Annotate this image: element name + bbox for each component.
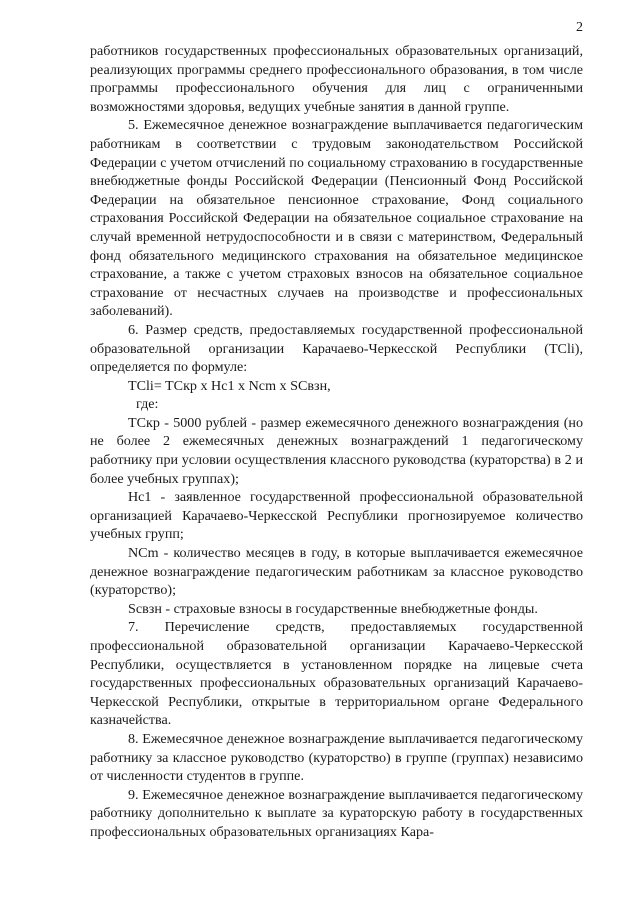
paragraph-continuation: работников государственных профессиональных образовательных организаций, реализующих программы среднего профессионального образования, в том числе программы профессионального обучения для лиц с ограниченными возможностями здоровья, ведущих учебные занятия в данной группе. (90, 43, 583, 115)
definition-ncm: NCm - количество месяцев в году, в которые выплачивается ежемесячное денежное вознаграждение педагогическим работникам за классное руководство (кураторство); (90, 545, 583, 599)
document-body (90, 42, 583, 842)
paragraph-6: 6. Размер средств, предоставляемых государственной профессиональной образовательной организации Карачаево-Черкесской Республики (TCli), определяется по формуле: (90, 321, 583, 376)
formula: TCli= TCкр х Нс1 х Ncm х SCвзн, (128, 377, 331, 394)
paragraph-7: 7. Перечисление средств, предоставляемых государственной профессиональной образовательной организации Карачаево-Черкесской Республики, осуществляется в установленном порядке на лицевые счета государственных профессиональных образовательных организаций Карачаево-Черкесской Республики, открытые в территориальном органе Федерального казначейства. (90, 619, 583, 729)
definition-nc1: Нс1 - заявленное государственной профессиональной образовательной организацией Карачаево-Черкесской Республики прогнозируемое количество учебных групп; (90, 489, 583, 543)
formula-where-label: где: (136, 396, 159, 413)
paragraph-9: 9. Ежемесячное денежное вознаграждение выплачивается педагогическому работнику дополнительно к выплате за кураторскую работу в государственных профессиональных образовательных организациях Кара- (90, 786, 583, 840)
paragraph-8: 8. Ежемесячное денежное вознаграждение выплачивается педагогическому работнику за классное руководство (кураторство) в группе (группах) независимо от численности студентов в группе. (90, 730, 583, 785)
page-number: 2 (576, 20, 583, 35)
definition-tckr: TCкр - 5000 рублей - размер ежемесячного денежного вознаграждения (но не более 2 ежемесячных денежных вознаграждений 1 педагогическому работнику при условии осуществления классного руководства (кураторства) в 2 и более учебных группах); (90, 414, 583, 487)
definition-scvzn: Scвзн - страховые взносы в государственные внебюджетные фонды. (128, 600, 538, 617)
paragraph-5: 5. Ежемесячное денежное вознаграждение выплачивается педагогическим работникам в соответствии с трудовым законодательством Российской Федерации с учетом отчислений по социальному страхованию в государственные внебюджетные фонды Российской Федерации (Пенсионный Фонд Российской Федерации на обязательное пенсионное страхование, Фонд социального страхования Российской Федерации на обязательное социальное страхование на случай временной нетрудоспособности и в связи с материнством, Федеральный фонд обязательного медицинского страхования на обязательное медицинское страхование, а также с учетом страховых взносов на обязательное социальное страхование от несчастных случаев на производстве и профессиональных заболеваний). (90, 117, 583, 320)
